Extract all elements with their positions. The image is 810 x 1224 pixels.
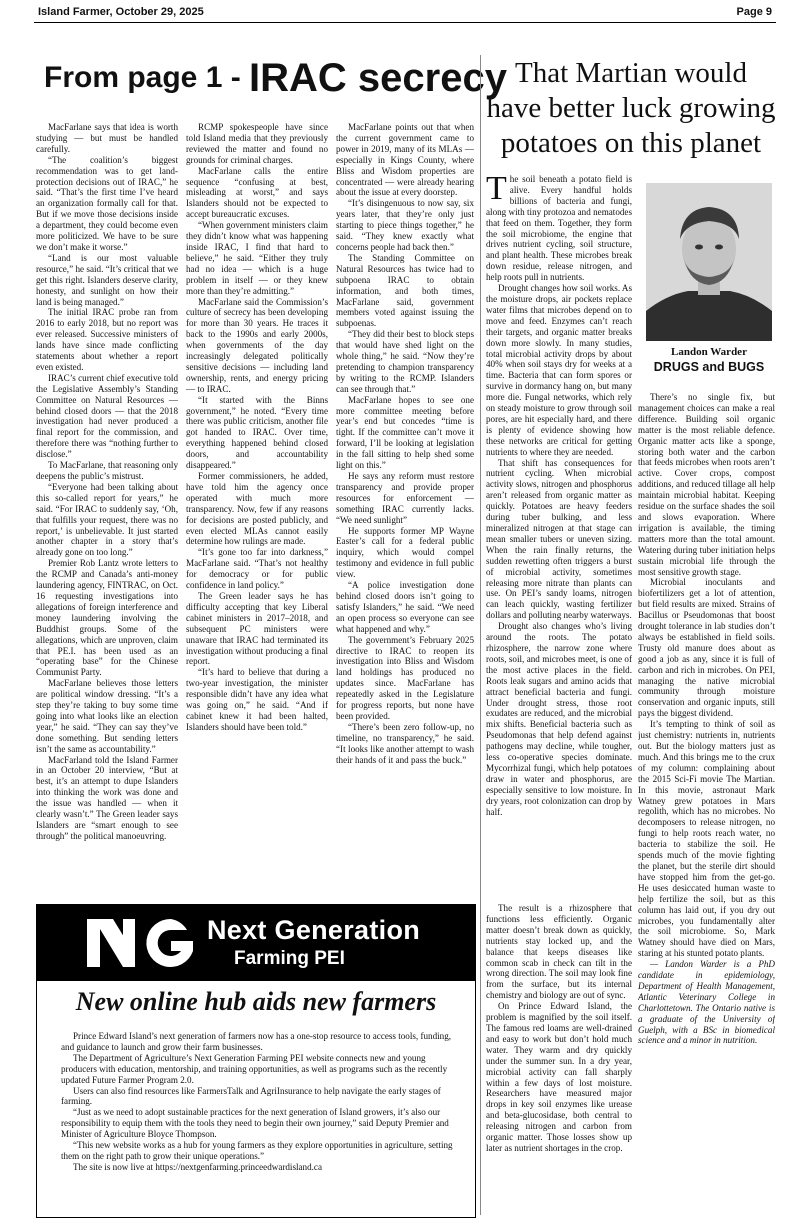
paragraph: “Land is our most valuable resource,” he said. “It’s critical that we get this right. Islanders deserve clarity, honesty, and sunlight on how their land is being managed.” <box>36 252 178 307</box>
issue-date: Island Farmer, October 29, 2025 <box>38 6 204 18</box>
paragraph: Prince Edward Island’s next generation of farmers now has a one-stop resource to access tools, funding, and guidance to launch and grow their farm businesses. <box>61 1031 452 1052</box>
paragraph: The government’s February 2025 directive to IRAC to reopen its investigation into Bliss and Wisdom land holdings has produced no updates since. MacFarlane has repeatedly asked in the Legislature for progress reports, but none have been provided. <box>336 634 474 721</box>
right-article-lower-column <box>486 903 632 1215</box>
paragraph: Drought also changes who’s living around the roots. The potato rhizosphere, the narrow zone where roots, soil, and microbes meet, is one of the most active places in the field. Roots leak sugars and amino acids that attract beneficial bacteria and fungi. Under drought stress, those root exudates are reduced, and the microbial mix shifts. Beneficial bacteria such as Pseudomonas that help defend against pathogens may decline, while tougher, less co-operative species dominate. Mycorrhizal fungi, which help potatoes draw in water and phosphorus, are especially sensitive to low moisture. In dry years, root colonization can drop by half. <box>486 621 632 817</box>
author-name: Landon Warder <box>671 346 747 358</box>
ng-logo-icon <box>87 913 197 973</box>
paragraph: The Standing Committee on Natural Resources has twice had to subpoena IRAC to obtain information, and both times, MacFarlane said, government members voted against issuing the subpoenas. <box>336 252 474 329</box>
paragraph: “A police investigation done behind closed doors isn’t going to satisfy Islanders,” he said. “We need an open process so everyone can see what happened and why.” <box>336 580 474 634</box>
right-article-intro-column <box>486 174 632 904</box>
title-main: IRAC secrecy <box>249 56 507 100</box>
paragraph: The initial IRAC probe ran from 2016 to early 2018, but no report was ever released. Successive ministers of lands have since made conflicting statements about whether a report even existed. <box>36 307 178 372</box>
page-number: Page 9 <box>736 6 772 18</box>
paragraph: MacFarlane calls the entire sequence “confusing at best, misleading at worst,” and says Islanders should not be expected to accept bureaucratic excuses. <box>186 165 328 220</box>
ng-subname: Farming PEI <box>234 948 345 969</box>
paragraph: MacFarlane believes those letters are political window dressing. “It’s a step they’re taking to buy some time going into what looks like an election year,” he said. “They can say they’ve done something. But sending letters isn’t the same as accountability.” <box>36 678 178 754</box>
ng-body <box>61 1031 459 1173</box>
website-link[interactable]: The site is now live at https://nextgenfarming.princeedwardisland.ca <box>73 1161 322 1172</box>
paragraph: “It’s gone too far into darkness,” MacFarlane said. “That’s not healthy for democracy or for public confidence in land policy.” <box>186 547 328 591</box>
paragraph: “There’s been zero follow-up, no timeline, no transparency,” he said. “It looks like another attempt to wash their hands of it and pass the buck.” <box>336 721 474 765</box>
paragraph: On Prince Edward Island, the problem is magnified by the soil itself. The famous red loams are well-drained and easy to work but don’t hold much water. They warm and dry quickly under the summer sun. In a dry year, microbial activity can fall sharply within a few days of lost moisture. Researchers have measured major drops in key soil enzymes like urease and beta-glucosidase, both central to releasing nitrogen and carbon from organic matter. Those losses show up later as nutrient shortages in the crop. <box>486 1001 632 1153</box>
drop-cap: T <box>486 174 507 207</box>
paragraph: MacFarlane hopes to see one more committee meeting before year’s end but concedes “time is tight. If the committee can’t move it forward, I’ll be looking at legislation in the fall sitting to help shed some light on this.” <box>336 394 474 471</box>
left-article-column-1 <box>36 122 178 889</box>
paragraph: To MacFarlane, that reasoning only deepens the public’s mistrust. <box>36 460 178 481</box>
paragraph: The result is a rhizosphere that functions less efficiently. Organic matter doesn’t break down as quickly, nutrients stay locked up, and the balance that keeps diseases like common scab in check can tilt in the wrong direction. The soil may look fine from the surface, but its internal chemistry and biology are out of sync. <box>486 903 632 1001</box>
author-bio: — Landon Warder is a PhD candidate in epidemiology, Department of Health Management, Atlantic Veterinary College in Charlottetown. The Ontario native is a graduate of the University of Guelph, with a BSc in biomedical science and a minor in nutrition. <box>638 959 775 1046</box>
paragraph: RCMP spokespeople have since told Island media that they previously reviewed the matter and found no grounds for criminal charges. <box>186 122 328 165</box>
ng-banner <box>37 905 475 981</box>
paragraph: Microbial inoculants and biofertilizers get a lot of attention, but field results are mixed. Strains of Bacillus or Pseudomonas that boost drought tolerance in lab studies don’t always be established in field soils. Trusty old manure does about as good a job as any, since it is full of carbon and rich in microbes. On PEI, managing the native microbial community through moisture conservation and organic inputs, still pays the biggest dividend. <box>638 577 775 719</box>
paragraph: IRAC’s current chief executive told the Legislative Assembly’s Standing Committee on Natural Resources — behind closed doors — that the 2018 investigation had never produced a final report for the commission, and therefore there was “nothing further to disclose.” <box>36 372 178 460</box>
lead-paragraph <box>486 174 632 283</box>
paragraph: “Just as we need to adopt sustainable practices for the next generation of Island growers, it’s also our responsibility to equip them with the tools they need to begin their own journey,” said Deputy Premier and Minister of Agriculture Bloyce Thompson. <box>61 1107 449 1140</box>
author-photo <box>646 183 772 341</box>
paragraph: He says any reform must restore transparency and provide proper resources for enforcement — something IRAC currently lacks. “We need sunlight” <box>336 471 474 525</box>
right-article-column-3 <box>638 392 775 1215</box>
left-article-column-2 <box>186 122 328 889</box>
ng-headline: New online hub aids new farmers <box>75 987 437 1016</box>
paragraph: Drought changes how soil works. As the moisture drops, air pockets replace water films that microbes depend on to move and feed. Enzymes can’t reach their targets, and organic matter breaks down more slowly. In many studies, total microbial activity drops by about 40% when soil stays dry for weeks at a time. Bacteria that can form spores or survive in dormancy hang on, but many more die. Fungal networks, which rely on steady moisture to grow through soil pores, are hit especially hard, and there is plenty of evidence showing how these networks are critical for getting nutrients to where they are needed. <box>486 283 632 457</box>
paragraph: “This new website works as a hub for young farmers as they explore opportunities in agriculture, setting them on the right path to grow their unique operations.” <box>61 1140 453 1161</box>
paragraph: The Green leader says he has difficulty accepting that key Liberal cabinet ministers in 2017–2018, and subsequent PC ministers were unaware that IRAC had terminated its investigation without producing a final report. <box>186 590 328 667</box>
right-article-title: That Martian would have better luck growing potatoes on this planet <box>486 57 776 159</box>
paragraph: Users can also find resources like FarmersTalk and AgriInsurance to help navigate the early stages of farming. <box>61 1085 441 1107</box>
paragraph: “When government ministers claim they didn’t know what was happening inside IRAC, I find that hard to believe,” he said. “Either they truly had no idea — which is a huge problem in itself — or they knew more than they’re admitting.” <box>186 220 328 296</box>
left-article-column-3 <box>336 122 474 889</box>
paragraph: MacFarlane says that idea is worth studying — but must be handled carefully. <box>36 122 178 154</box>
paragraph: There’s no single fix, but management choices can make a real difference. Building soil organic matter is the most reliable defence. Organic matter acts like a sponge, storing both water and the carbon that feeds microbes when roots aren’t active. Cover crops, compost additions, and reduced tillage all help maintain microbial habitat. Keeping residue on the surface shades the soil and slows evaporation. Where irrigation is available, the timing matters more than the total amount. Watering during tuber initiation helps sustain microbial life through the most sensitive growth stage. <box>638 392 775 577</box>
ng-name: Next Generation <box>207 915 421 945</box>
paragraph: “It started with the Binns government,” he noted. “Every time there was public criticism, another file got handed to IRAC. Over time, everything happened behind closed doors, and accountability disappeared.” <box>186 394 328 471</box>
column-divider <box>480 55 481 1215</box>
paragraph: “They did their best to block steps that would have shed light on the whole thing,” he said. “Now they’re pretending to champion transparency by writing to the RCMP. Islanders can see through that.” <box>336 329 474 394</box>
paragraph: “It’s disingenuous to now say, six years later, that they’re only just starting to piece things together,” he said. “They knew exactly what concerns people had back then.” <box>336 198 474 252</box>
paragraph: MacFarland told the Island Farmer in an October 20 interview, “But at best, it’s an attempt to dupe Islanders into thinking the work was done and the issue was handled — when it clearly wasn’t.” The Green leader says Islanders are “smart enough to see through” the political manoeuvring. <box>36 754 178 841</box>
paragraph: “It’s hard to believe that during a two-year investigation, the minister responsible didn’t have any idea what was going on,” he said. “And if cabinet knew it had been halted, Islanders should have been told.” <box>186 667 328 732</box>
paragraph: He supports former MP Wayne Easter’s call for a federal public inquiry, which would compel testimony and evidence in full public view. <box>336 525 474 580</box>
paragraph: The Department of Agriculture’s Next Generation Farming PEI website connects new and young producers with education, mentorship, and training opportunities, as well as programs such as the recently updated Future Farmer Program 2.0. <box>61 1052 448 1085</box>
paragraph: MacFarlane points out that when the current government came to power in 2019, many of its MLAs — especially in Kings County, where Bliss and Wisdom properties are concentrated — were already hearing about the issue at every doorstep. <box>336 122 474 198</box>
title-prefix: From page 1 - <box>44 61 250 94</box>
left-article-title <box>44 56 507 101</box>
paragraph: Premier Rob Lantz wrote letters to the RCMP and Canada’s anti-money laundering agency, FINTRAC, on Oct. 16 requesting investigations into allegations of foreign interference and money laundering involving the Buddhist groups. Some of the allegations, which are unproven, claim that PE.I. has been used as an “operating base” for the Chinese Communist Party. <box>36 558 178 678</box>
paragraph: MacFarlane said the Commission’s culture of secrecy has been developing for more than 30 years. He traces it back to the 1990s and early 2000s, when governments of the day increasingly delegated politically sensitive decisions — including land ownership, rents, and energy pricing — to IRAC. <box>186 296 328 394</box>
paragraph: “The coalition’s biggest recommendation was to get land-protection decisions out of IRAC,” he said. “That’s the first time I’ve heard an organization formally call for that. But if we move those decisions inside a department, they could become even more politicized. We have to be sure we don’t make it worse.” <box>36 154 178 252</box>
paragraph: “Everyone had been talking about this so-called report for years,” he said. “For IRAC to suddenly say, ‘Oh, that fulfills your request, there was no report,’ is unbelievable. It just started another chapter in a story that’s already gone on too long.” <box>36 481 178 558</box>
paragraph: That shift has consequences for nutrient cycling. When microbial activity slows, nitrogen and phosphorus aren’t released from organic matter as quickly. Potatoes are heavy feeders during tuber bulking, and less mineralized nitrogen at that stage can mean smaller tubers or uneven sizing. When the rain finally returns, the sudden rewetting often triggers a burst of microbial activity, sometimes releasing more nitrate than plants can use. On PEI’s sandy loams, nitrogen can leach quickly, wasting fertilizer dollars and polluting nearby waterways. <box>486 457 632 621</box>
next-generation-box <box>36 904 476 1218</box>
column-name: DRUGS and BUGS <box>653 360 765 374</box>
paragraph: Former commissioners, he added, have told him the agency once operated with much more transparency. Now, few if any reasons for decisions are posted publicly, and even elected MLAs cannot easily determine how rulings are made. <box>186 471 328 547</box>
paragraph: It’s tempting to think of soil as just chemistry: nutrients in, nutrients out. But the biology matters just as much. And this brings me to the crux of my column: complaining about the 2015 Sci-Fi movie The Martian. In this movie, astronaut Mark Watney grew potatoes in Mars regolith, which has no microbes. No decomposers to release nitrogen, no fungi to help roots reach water, no bacteria to stabilize the soil. He spends much of the movie fighting the planet, but the sterile dirt should have stopped him from the get-go. He uses desiccated human waste to help fertilize the soil, but as this column has laid out, if you dry out microbes, you fundamentally alter the soil microbiome. So, Mark Watney should have died on Mars, staring at his stunted potato plants. <box>638 719 775 959</box>
lead-text: he soil beneath a potato field is alive. Every handful holds billions of bacteria and fungi, along with tiny protozoa and nematodes that feed on them. Together, they form the soil microbiome, the engine that drives nutrient cycling, soil structure, and plant health. These microbes break down residue, release nitrogen, and help roots pull in nutrients. <box>486 174 632 283</box>
header-rule <box>34 22 776 23</box>
